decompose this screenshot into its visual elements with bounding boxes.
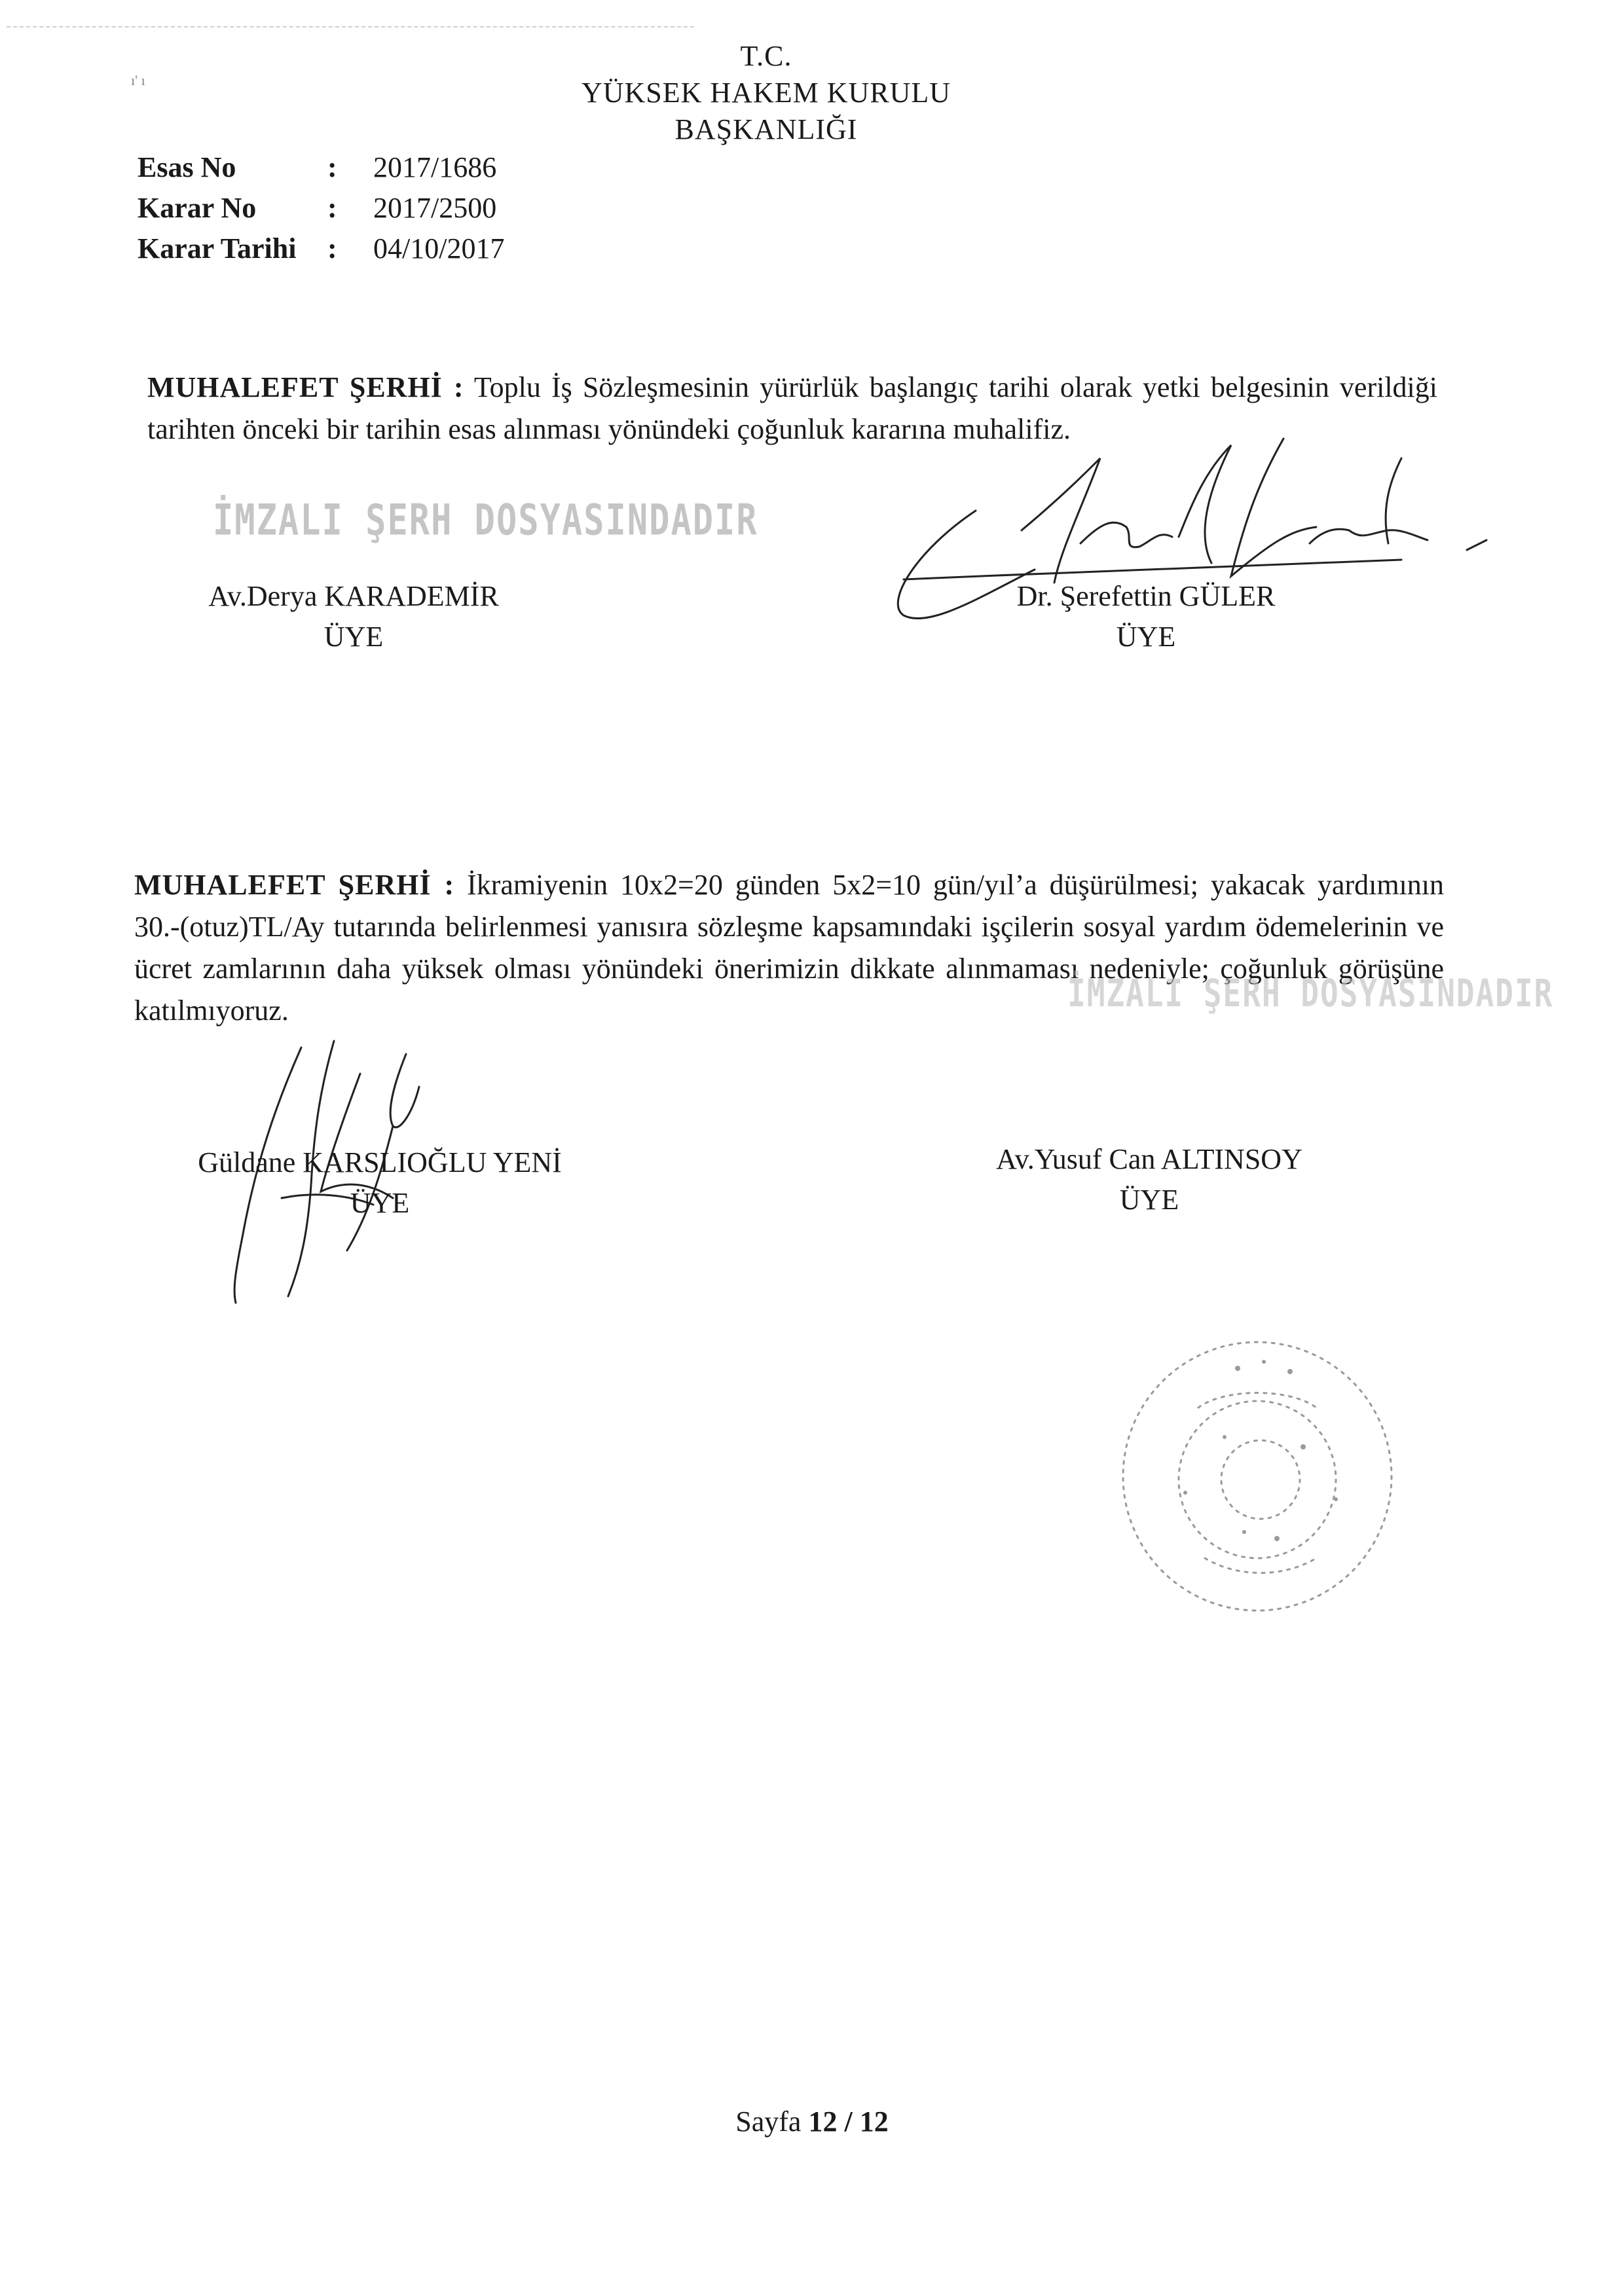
signer-role: ÜYE — [350, 1187, 410, 1219]
page-current: 12 — [808, 2105, 838, 2138]
signer-role: ÜYE — [323, 621, 384, 653]
page-footer — [655, 2105, 969, 2138]
scan-marks: ı' ı — [131, 72, 145, 88]
dissent-heading: MUHALEFET ŞERHİ : — [134, 869, 455, 901]
dissent-text: İkramiyenin 10x2=20 günden 5x2=10 gün/yıl’a düşürülmesi; yakacak yardımının 30.-(otuz)TL/Ay tutarında belirlenmesi yanısıra sözleşme kapsamındaki işçilerin sosyal yardım ödemelerinin ve ücret zamlarının daha yüksek olması yönündeki önerimizin dikkate alınmaması nedeniyle; çoğunluk görüşüne katılmıyoruz. — [134, 869, 1445, 1027]
meta-value: 2017/1686 — [373, 151, 497, 183]
meta-row-tarih — [138, 228, 570, 269]
signer-name: Av.Yusuf Can ALTINSOY — [996, 1143, 1302, 1175]
meta-colon: : — [327, 232, 337, 264]
header-line-1: T.C. — [740, 40, 792, 72]
signed-dissent-stamp: İMZALI ŞERH DOSYASINDADIR — [213, 496, 758, 545]
page-label: Sayfa — [735, 2105, 802, 2138]
signer-name: Dr. Şerefettin GÜLER — [1016, 580, 1276, 612]
meta-key: Karar Tarihi — [138, 232, 297, 264]
signer-role: ÜYE — [1119, 1184, 1179, 1216]
signed-dissent-stamp-faded: İMZALI ŞERH DOSYASINDADIR — [1067, 971, 1554, 1015]
signer-name: Güldane KARSLIOĞLU YENİ — [198, 1146, 562, 1178]
meta-row-esas — [138, 147, 570, 188]
case-metadata — [138, 147, 570, 269]
page-separator: / — [844, 2105, 853, 2138]
document-header — [537, 38, 995, 148]
meta-colon: : — [327, 151, 337, 183]
meta-key: Karar No — [138, 192, 257, 224]
page-total: 12 — [859, 2105, 889, 2138]
dissent-heading: MUHALEFET ŞERHİ : — [147, 371, 464, 403]
signer-role: ÜYE — [1116, 621, 1176, 653]
meta-key: Esas No — [138, 151, 236, 183]
signer-guler — [982, 576, 1310, 657]
signer-karslioglu — [144, 1142, 616, 1224]
meta-value: 04/10/2017 — [373, 232, 505, 264]
signer-altinsoy — [936, 1139, 1362, 1220]
header-line-2: YÜKSEK HAKEM KURULU — [581, 77, 951, 109]
signer-name: Av.Derya KARADEMİR — [208, 580, 499, 612]
faded-seal — [1107, 1322, 1408, 1630]
dissent-text: Toplu İş Sözleşmesinin yürürlük başlangıç tarihi olarak yetki belgesinin verildiği tarihten önceki bir tarihin esas alınması yönündeki çoğunluk kararına muhalifiz. — [147, 371, 1437, 445]
header-line-3: BAŞKANLIĞI — [674, 113, 858, 145]
meta-value: 2017/2500 — [373, 192, 497, 224]
scan-edge-line — [7, 26, 694, 27]
meta-row-karar — [138, 188, 570, 228]
dissent-opinion-1 — [147, 367, 1437, 450]
signer-karademir — [157, 576, 550, 657]
meta-colon: : — [327, 192, 337, 224]
